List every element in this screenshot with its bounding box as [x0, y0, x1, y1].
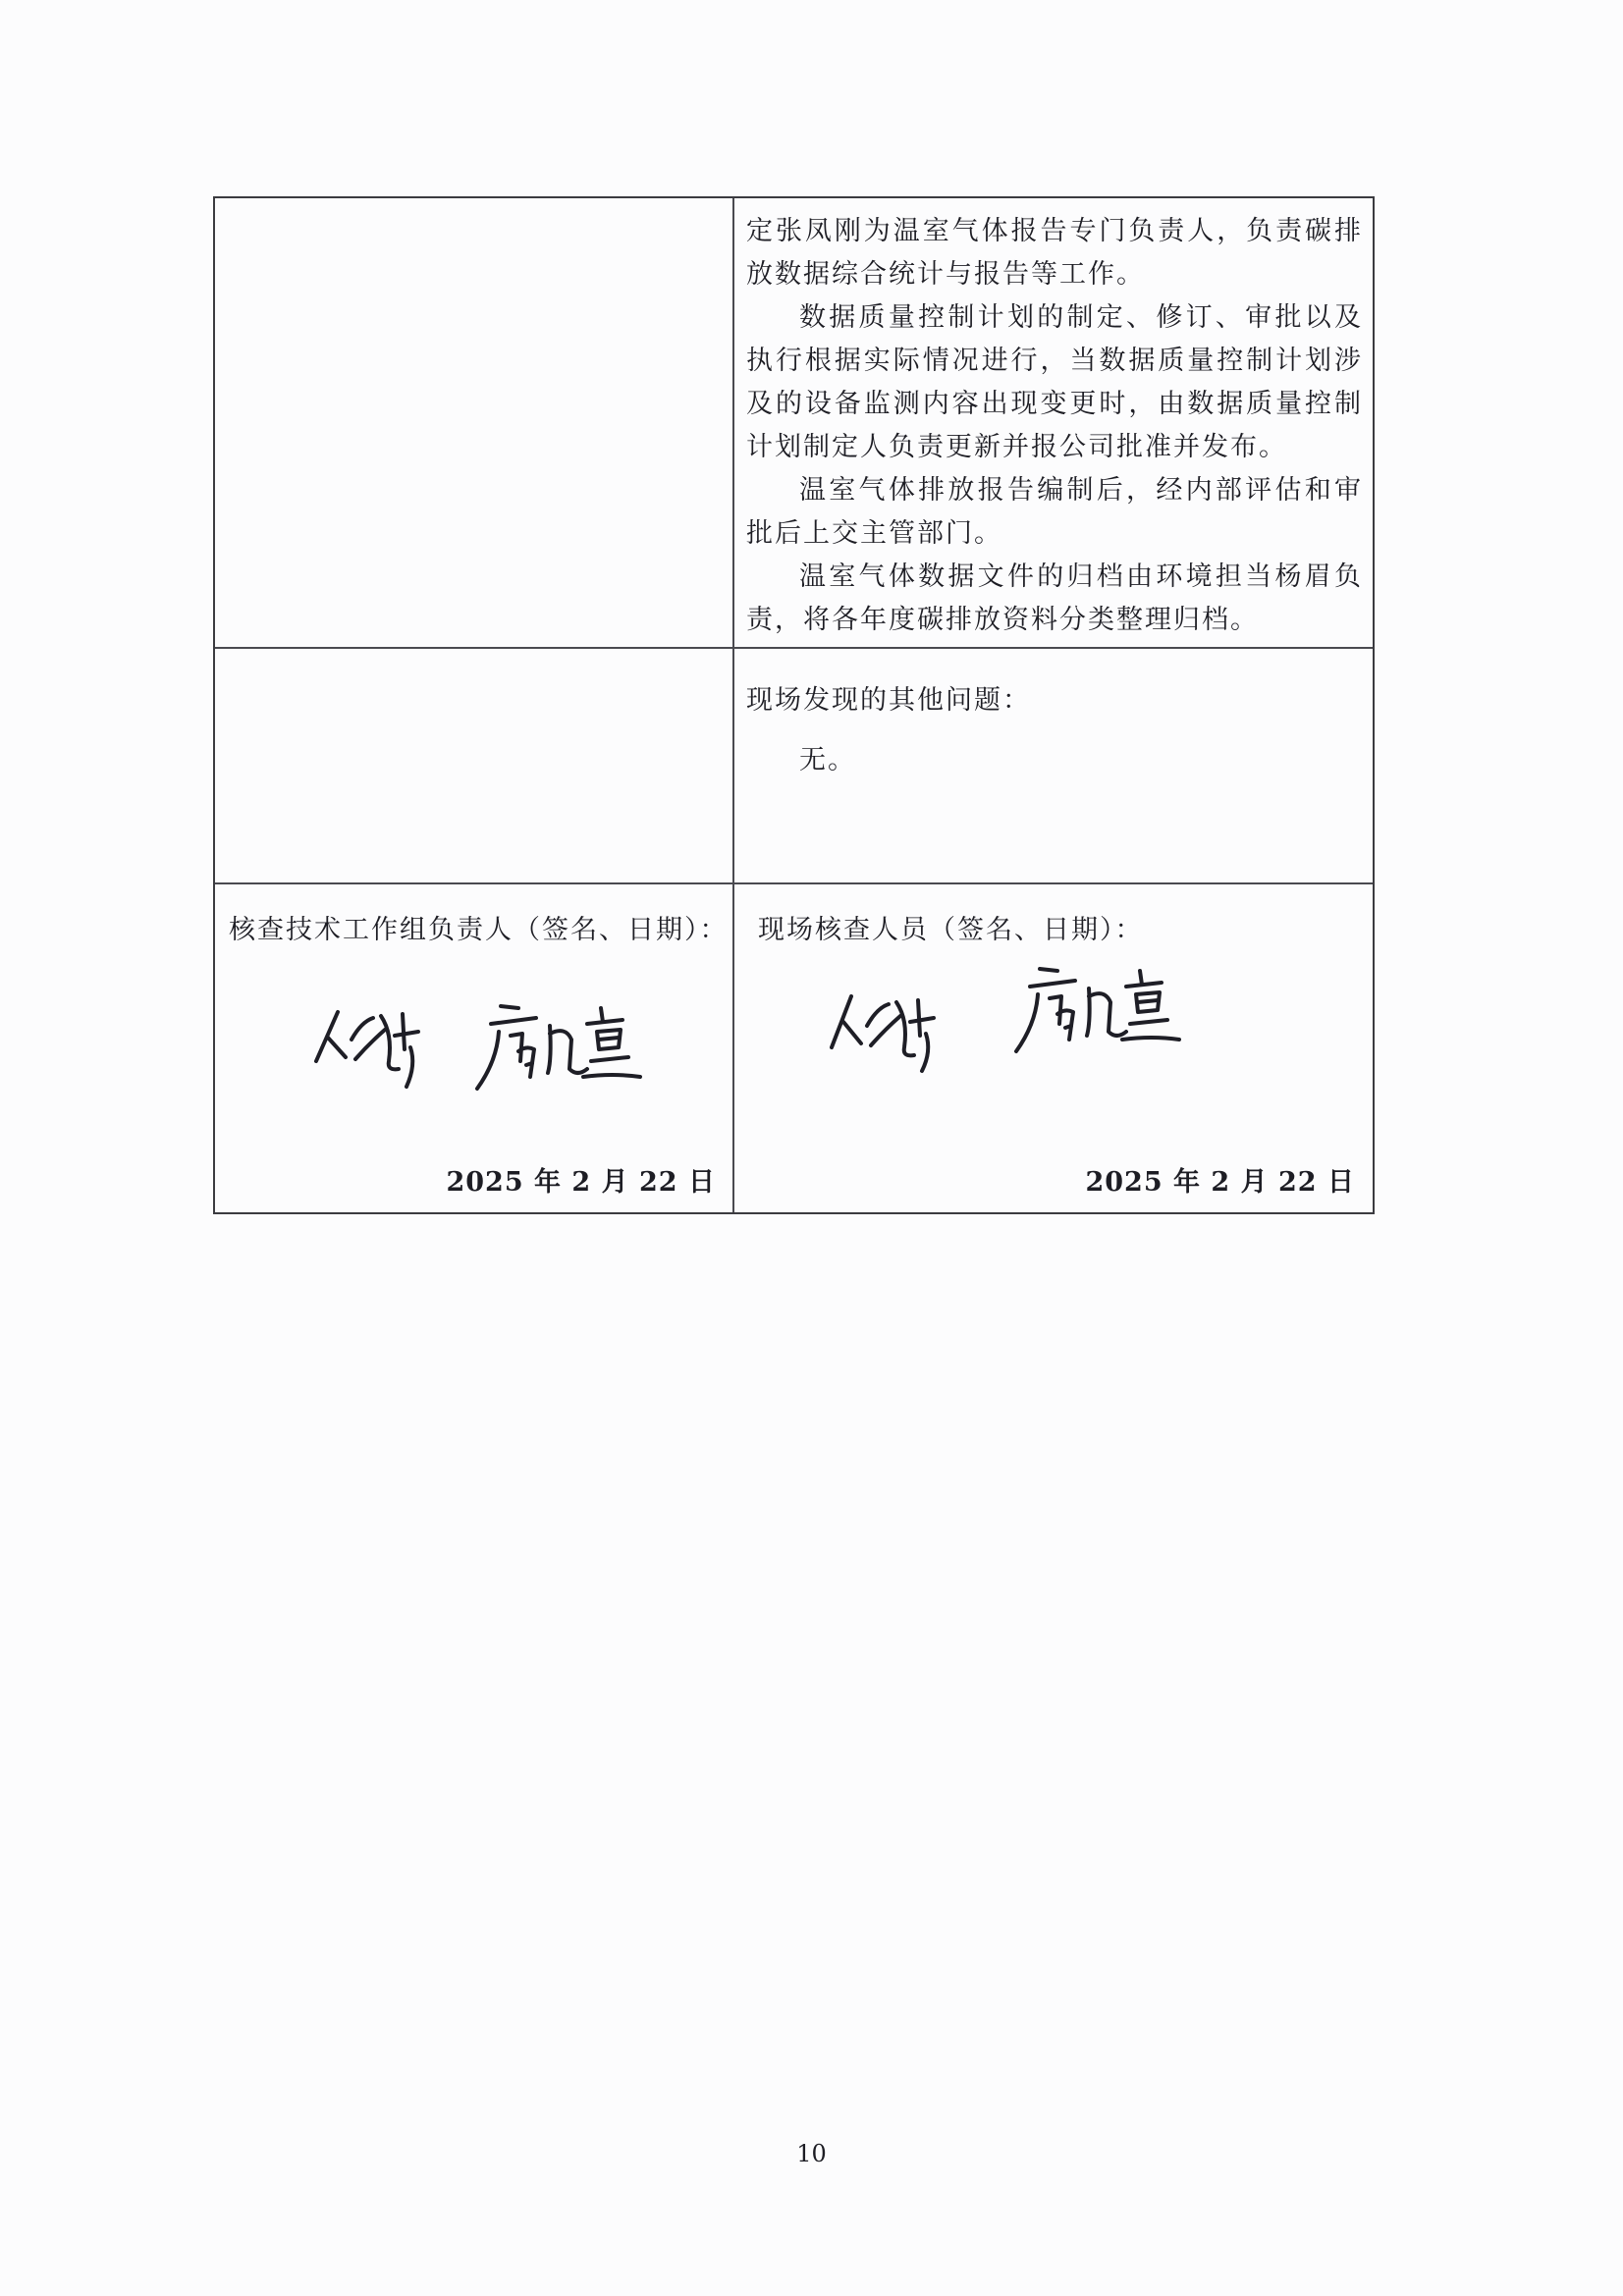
column-divider	[732, 647, 734, 1212]
row-divider	[215, 647, 1373, 649]
onsite-verifiers-signature-date: 2025 年 2 月 22 日	[1085, 1167, 1355, 1198]
paragraph: 定张凤刚为温室气体报告专门负责人，负责碳排放数据综合统计与报告等工作。	[746, 216, 1363, 290]
tech-lead-handwritten-signature	[308, 979, 681, 1096]
page-number: 10	[796, 2140, 827, 2167]
paragraph: 温室气体数据文件的归档由环境担当杨眉负责，将各年度碳排放资料分类整理归档。	[746, 561, 1363, 635]
tech-lead-signature-date: 2025 年 2 月 22 日	[446, 1167, 716, 1198]
row-divider	[215, 882, 1373, 884]
continued-cell-text	[746, 210, 1363, 642]
onsite-verifiers-handwritten-signature	[822, 957, 1195, 1075]
onsite-verifiers-signature-label: 现场核查人员（签名、日期）：	[758, 915, 1144, 945]
paragraph: 数据质量控制计划的制定、修订、审批以及执行根据实际情况进行，当数据质量控制计划涉及的设备监测内容出现变更时，由数据质量控制计划制定人负责更新并报公司批准并发布。	[746, 302, 1363, 462]
column-divider	[732, 198, 734, 647]
tech-lead-signature-label: 核查技术工作组负责人（签名、日期）：	[229, 915, 729, 945]
verification-table	[213, 196, 1375, 1214]
other-issues-answer: 无。	[799, 745, 856, 775]
paragraph: 温室气体排放报告编制后，经内部评估和审批后上交主管部门。	[746, 475, 1363, 549]
other-issues-cell	[746, 679, 1363, 782]
other-issues-label: 现场发现的其他问题：	[746, 685, 1031, 716]
